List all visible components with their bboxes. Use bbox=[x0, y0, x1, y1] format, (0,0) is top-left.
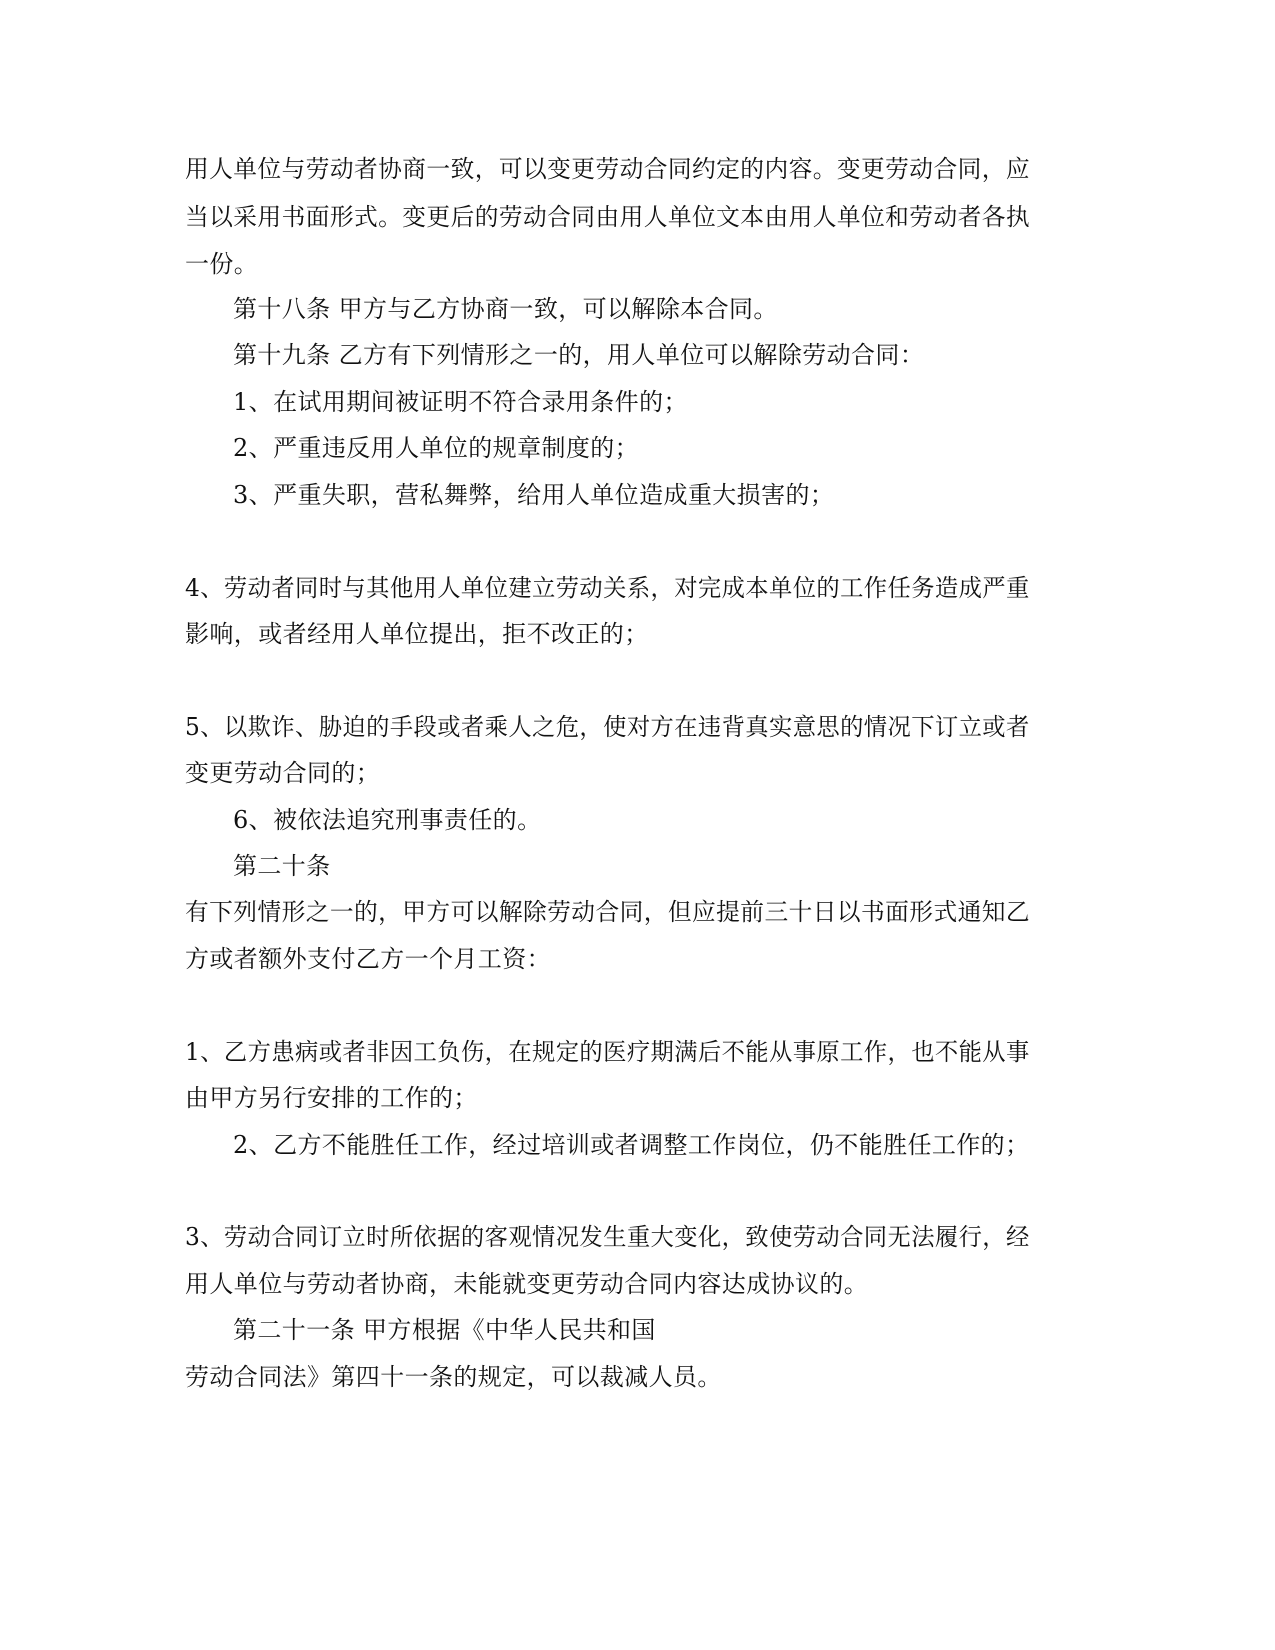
list-item: 6、被依法追究刑事责任的。 bbox=[233, 806, 542, 834]
text-line: 用人单位与劳动者协商，未能就变更劳动合同内容达成协议的。 bbox=[185, 1270, 869, 1298]
text-line: 当以采用书面形式。变更后的劳动合同由用人单位文本由用人单位和劳动者各执 bbox=[185, 203, 1031, 231]
article-19: 第十九条 乙方有下列情形之一的，用人单位可以解除劳动合同： bbox=[233, 341, 925, 369]
list-item: 2、乙方不能胜任工作，经过培训或者调整工作岗位，仍不能胜任工作的； bbox=[233, 1131, 1030, 1159]
text-line: 有下列情形之一的，甲方可以解除劳动合同，但应提前三十日以书面形式通知乙 bbox=[185, 898, 1031, 926]
text-line: 方或者额外支付乙方一个月工资： bbox=[185, 945, 551, 973]
text-line: 一份。 bbox=[185, 250, 259, 278]
text-line: 由甲方另行安排的工作的； bbox=[185, 1084, 478, 1112]
list-item: 5、以欺诈、胁迫的手段或者乘人之危，使对方在违背真实意思的情况下订立或者 bbox=[185, 713, 1030, 741]
list-item: 4、劳动者同时与其他用人单位建立劳动关系，对完成本单位的工作任务造成严重 bbox=[185, 574, 1030, 602]
text-line: 用人单位与劳动者协商一致，可以变更劳动合同约定的内容。变更劳动合同，应 bbox=[185, 155, 1031, 183]
text-line: 劳动合同法》第四十一条的规定，可以裁减人员。 bbox=[185, 1363, 722, 1391]
list-item: 1、在试用期间被证明不符合录用条件的； bbox=[233, 388, 688, 416]
article-18: 第十八条 甲方与乙方协商一致，可以解除本合同。 bbox=[233, 295, 778, 323]
list-item: 3、劳动合同订立时所依据的客观情况发生重大变化，致使劳动合同无法履行，经 bbox=[185, 1223, 1030, 1251]
article-21: 第二十一条 甲方根据《中华人民共和国 bbox=[233, 1316, 656, 1344]
list-item: 3、严重失职，营私舞弊，给用人单位造成重大损害的； bbox=[233, 481, 835, 509]
list-item: 2、严重违反用人单位的规章制度的； bbox=[233, 434, 640, 462]
article-20: 第二十条 bbox=[233, 852, 331, 880]
list-item: 1、乙方患病或者非因工负伤，在规定的医疗期满后不能从事原工作，也不能从事 bbox=[185, 1038, 1030, 1066]
text-line: 影响，或者经用人单位提出，拒不改正的； bbox=[185, 620, 649, 648]
text-line: 变更劳动合同的； bbox=[185, 759, 381, 787]
